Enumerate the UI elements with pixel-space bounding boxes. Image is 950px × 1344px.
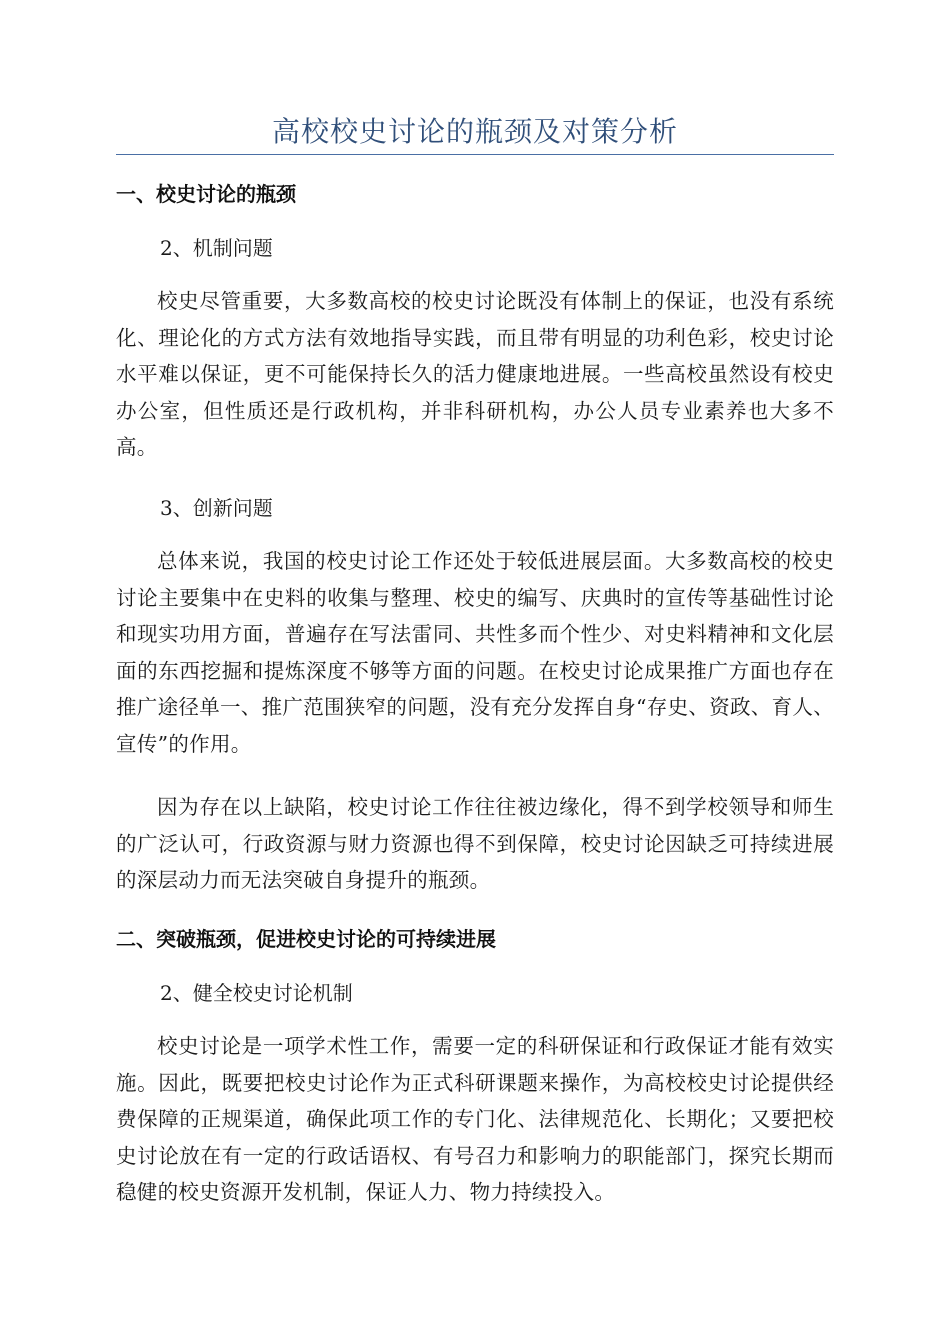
section-heading-2: 二、突破瓶颈，促进校史讨论的可持续进展 (116, 927, 496, 951)
paragraph-consequence: 因为存在以上缺陷，校史讨论工作往往被边缘化，得不到学校领导和师生的广泛认可，行政资源与财力资源也得不到保障，校史讨论因缺乏可持续进展的深层动力而无法突破自身提升的瓶颈。 (116, 795, 834, 893)
paragraph-mechanism: 校史尽管重要，大多数高校的校史讨论既没有体制上的保证，也没有系统化、理论化的方式方法有效地指导实践，而且带有明显的功利色彩，校史讨论水平难以保证，更不可能保持长久的活力健康地进展。一些高校虽然设有校史办公室，但性质还是行政机构，并非科研机构，办公人员专业素养也大多不高。 (116, 289, 834, 460)
subheading-improve-mechanism: 2、健全校史讨论机制 (160, 981, 353, 1005)
subheading-innovation: 3、创新问题 (160, 496, 273, 520)
paragraph-improve-mechanism: 校史讨论是一项学术性工作，需要一定的科研保证和行政保证才能有效实施。因此，既要把校史讨论作为正式科研课题来操作，为高校校史讨论提供经费保障的正规渠道，确保此项工作的专门化、法律规范化、长期化；又要把校史讨论放在有一定的行政话语权、有号召力和影响力的职能部门，探究长期而稳健的校史资源开发机制，保证人力、物力持续投入。 (116, 1034, 834, 1205)
title-underline (116, 154, 834, 155)
subheading-mechanism: 2、机制问题 (160, 236, 273, 260)
section-heading-1: 一、校史讨论的瓶颈 (116, 182, 296, 206)
document-title: 高校校史讨论的瓶颈及对策分析 (271, 115, 678, 148)
paragraph-innovation: 总体来说，我国的校史讨论工作还处于较低进展层面。大多数高校的校史讨论主要集中在史料的收集与整理、校史的编写、庆典时的宣传等基础性讨论和现实功用方面，普遍存在写法雷同、共性多而个性少、对史料精神和文化层面的东西挖掘和提炼深度不够等方面的问题。在校史讨论成果推广方面也存在推广途径单一、推广范围狭窄的问题，没有充分发挥自身“存史、资政、育人、宣传”的作用。 (116, 549, 834, 756)
